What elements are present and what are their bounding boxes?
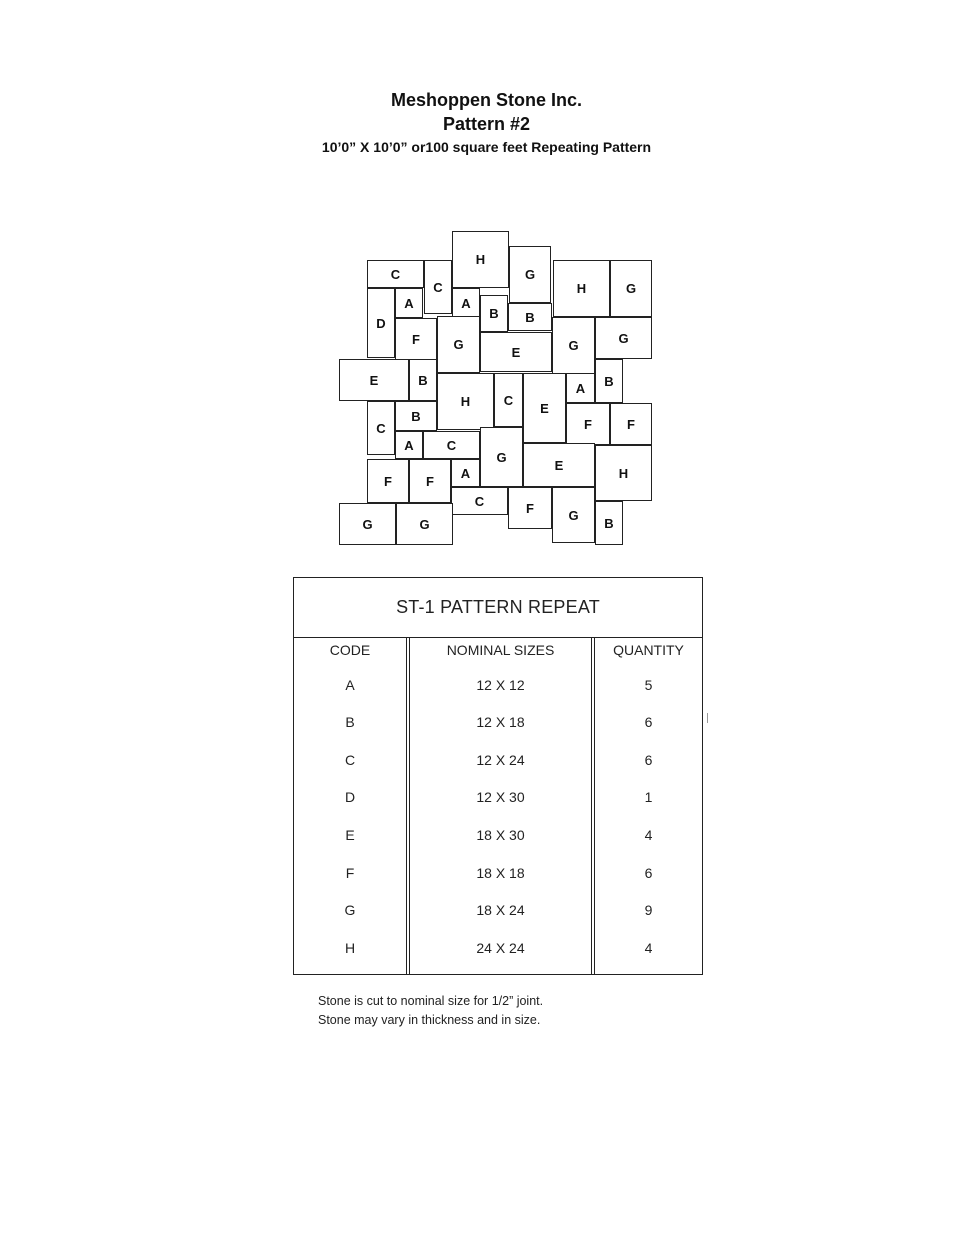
column-divider bbox=[406, 638, 407, 974]
stone: A bbox=[451, 459, 480, 487]
stone: C bbox=[424, 260, 452, 314]
cell-size: 18 X 18 bbox=[476, 865, 525, 881]
stone: F bbox=[409, 459, 451, 503]
stone: C bbox=[494, 373, 523, 427]
cell-size: 18 X 30 bbox=[476, 827, 525, 843]
stone: E bbox=[523, 373, 566, 443]
stone: F bbox=[395, 318, 437, 360]
stone: H bbox=[437, 373, 494, 430]
cell-qty: 1 bbox=[644, 789, 653, 805]
stone: E bbox=[480, 332, 552, 372]
stone: F bbox=[566, 403, 610, 445]
stone: G bbox=[437, 316, 480, 373]
cell-qty: 6 bbox=[644, 865, 653, 881]
cell-qty: 4 bbox=[644, 827, 653, 843]
stone: G bbox=[509, 246, 551, 303]
stone: G bbox=[480, 427, 523, 487]
stone: C bbox=[367, 260, 424, 288]
cell-qty: 5 bbox=[644, 677, 653, 693]
cell-code: H bbox=[344, 940, 356, 956]
stone: B bbox=[409, 359, 437, 401]
pattern-subtitle: 10’0” X 10’0” or100 square feet Repeating Pattern bbox=[321, 139, 652, 155]
stone: A bbox=[395, 288, 423, 318]
cell-size: 12 X 12 bbox=[476, 677, 525, 693]
stone: A bbox=[395, 431, 423, 459]
cell-code: A bbox=[345, 677, 355, 693]
stone: F bbox=[610, 403, 652, 445]
stone: E bbox=[339, 359, 409, 401]
cell-qty: 6 bbox=[644, 752, 653, 768]
stone: A bbox=[566, 373, 595, 403]
column-divider bbox=[591, 638, 592, 974]
cell-code: C bbox=[344, 752, 356, 768]
stone: H bbox=[553, 260, 610, 317]
stone: D bbox=[367, 288, 395, 358]
stone: C bbox=[451, 487, 508, 515]
footnote bbox=[318, 992, 543, 1030]
stone: G bbox=[552, 487, 595, 543]
stone: G bbox=[610, 260, 652, 317]
scan-mark bbox=[707, 713, 708, 723]
stone: C bbox=[367, 401, 395, 455]
footnote-line: Stone may vary in thickness and in size. bbox=[318, 1013, 541, 1027]
company-name: Meshoppen Stone Inc. bbox=[390, 90, 582, 110]
cell-size: 18 X 24 bbox=[476, 902, 525, 918]
stone: E bbox=[523, 443, 595, 487]
cell-size: 24 X 24 bbox=[476, 940, 525, 956]
cell-code: E bbox=[345, 827, 355, 843]
stone: G bbox=[396, 503, 453, 545]
header-code: CODE bbox=[329, 642, 371, 658]
header-nominal-sizes: NOMINAL SIZES bbox=[446, 642, 555, 658]
cell-code: D bbox=[344, 789, 356, 805]
stone: B bbox=[595, 501, 623, 545]
stone: A bbox=[452, 288, 480, 318]
stone: F bbox=[367, 459, 409, 503]
stone: B bbox=[508, 303, 552, 331]
pattern-repeat-table bbox=[293, 577, 703, 975]
cell-code: F bbox=[345, 865, 355, 881]
stone: B bbox=[480, 295, 508, 332]
title-block bbox=[0, 88, 973, 158]
table-title: ST-1 PATTERN REPEAT bbox=[294, 578, 702, 638]
stone: F bbox=[508, 487, 552, 529]
cell-qty: 6 bbox=[644, 714, 653, 730]
stone: C bbox=[423, 431, 480, 459]
stone: G bbox=[595, 317, 652, 359]
stone: G bbox=[339, 503, 396, 545]
cell-code: B bbox=[345, 714, 355, 730]
stone: H bbox=[595, 445, 652, 501]
stone: G bbox=[552, 317, 595, 374]
stone: B bbox=[595, 359, 623, 403]
cell-size: 12 X 30 bbox=[476, 789, 525, 805]
cell-size: 12 X 24 bbox=[476, 752, 525, 768]
stone: B bbox=[395, 401, 437, 431]
footnote-line: Stone is cut to nominal size for 1/2” joint. bbox=[318, 994, 544, 1008]
header-quantity: QUANTITY bbox=[613, 642, 684, 658]
stone: H bbox=[452, 231, 509, 288]
cell-qty: 4 bbox=[644, 940, 653, 956]
cell-qty: 9 bbox=[644, 902, 653, 918]
cell-code: G bbox=[344, 902, 356, 918]
cell-size: 12 X 18 bbox=[476, 714, 525, 730]
pattern-title: Pattern #2 bbox=[442, 114, 531, 134]
